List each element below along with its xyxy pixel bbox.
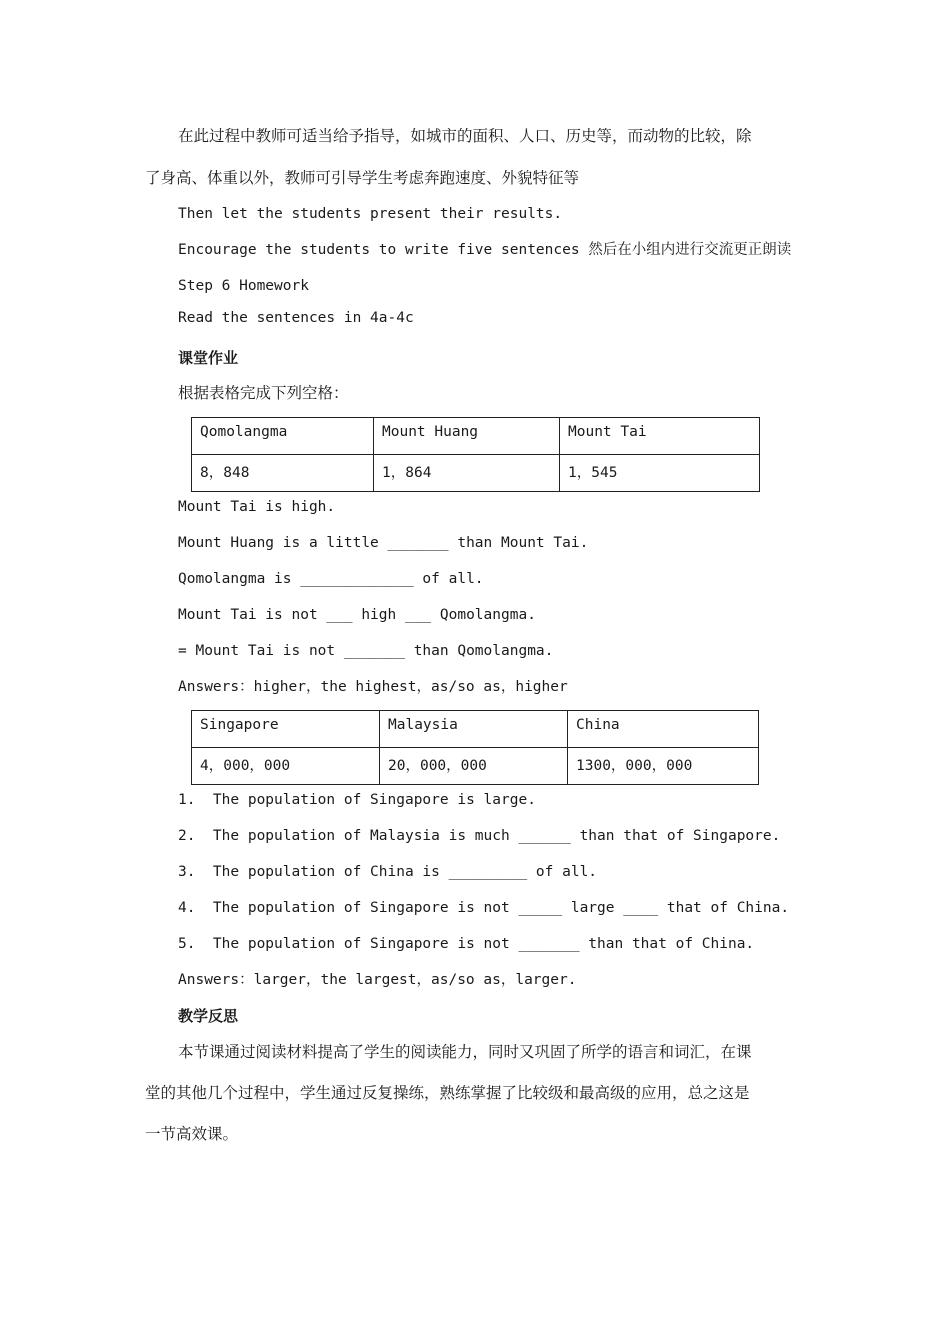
table-cell: Qomolangma [192,418,374,455]
population-table [191,710,759,785]
exercise-line: 5. The population of Singapore is not _______ than that of China. [178,936,755,952]
table-cell: 1，864 [374,455,560,492]
intro-line-4: Encourage the students to write five sentences 然后在小组内进行交流更正朗读 [178,242,792,258]
table-cell: 1300，000，000 [568,748,759,785]
intro-line-6: Read the sentences in 4a-4c [178,310,414,326]
table-cell: 4，000，000 [192,748,380,785]
classwork-heading: 课堂作业 [178,349,239,367]
intro-line-3: Then let the students present their results. [178,206,563,222]
classwork-instruction: 根据表格完成下列空格： [178,384,349,402]
reflection-heading: 教学反思 [178,1007,239,1025]
exercise-line: 2. The population of Malaysia is much ______ than that of Singapore. [178,828,781,844]
table-row [192,418,760,455]
exercise-line: 4. The population of Singapore is not _____ large ____ that of China. [178,900,790,916]
table-cell: 1，545 [560,455,760,492]
table-row [192,455,760,492]
reflection-line-3: 一节高效课。 [145,1125,239,1143]
table-row [192,711,759,748]
mountain-table [191,417,760,492]
answers-line: Answers：larger，the largest，as/so as，larger. [178,972,577,988]
answers-line: Answers：higher，the highest，as/so as，higher [178,679,568,695]
table-cell: Mount Tai [560,418,760,455]
intro-line-5: Step 6 Homework [178,278,309,294]
exercise-line: 3. The population of China is _________ of all. [178,864,598,880]
intro-line-1: 在此过程中教师可适当给予指导，如城市的面积、人口、历史等，而动物的比较，除 [178,127,752,145]
reflection-line-2: 堂的其他几个过程中，学生通过反复操练，熟练掌握了比较级和最高级的应用，总之这是 [145,1084,750,1102]
table-row [192,748,759,785]
exercise-line: Mount Tai is not ___ high ___ Qomolangma. [178,607,536,623]
exercise-line: Mount Tai is high. [178,499,336,515]
exercise-line: Qomolangma is _____________ of all. [178,571,484,587]
table-cell: 8，848 [192,455,374,492]
exercise-line: = Mount Tai is not _______ than Qomolangma. [178,643,554,659]
intro-line-2: 了身高、体重以外，教师可引导学生考虑奔跑速度、外貌特征等 [145,169,580,187]
table-cell: China [568,711,759,748]
reflection-line-1: 本节课通过阅读材料提高了学生的阅读能力，同时又巩固了所学的语言和词汇，在课 [178,1043,752,1061]
table-cell: Malaysia [380,711,568,748]
table-cell: 20，000，000 [380,748,568,785]
table-cell: Singapore [192,711,380,748]
table-cell: Mount Huang [374,418,560,455]
exercise-line: Mount Huang is a little _______ than Mount Tai. [178,535,589,551]
exercise-line: 1. The population of Singapore is large. [178,792,536,808]
